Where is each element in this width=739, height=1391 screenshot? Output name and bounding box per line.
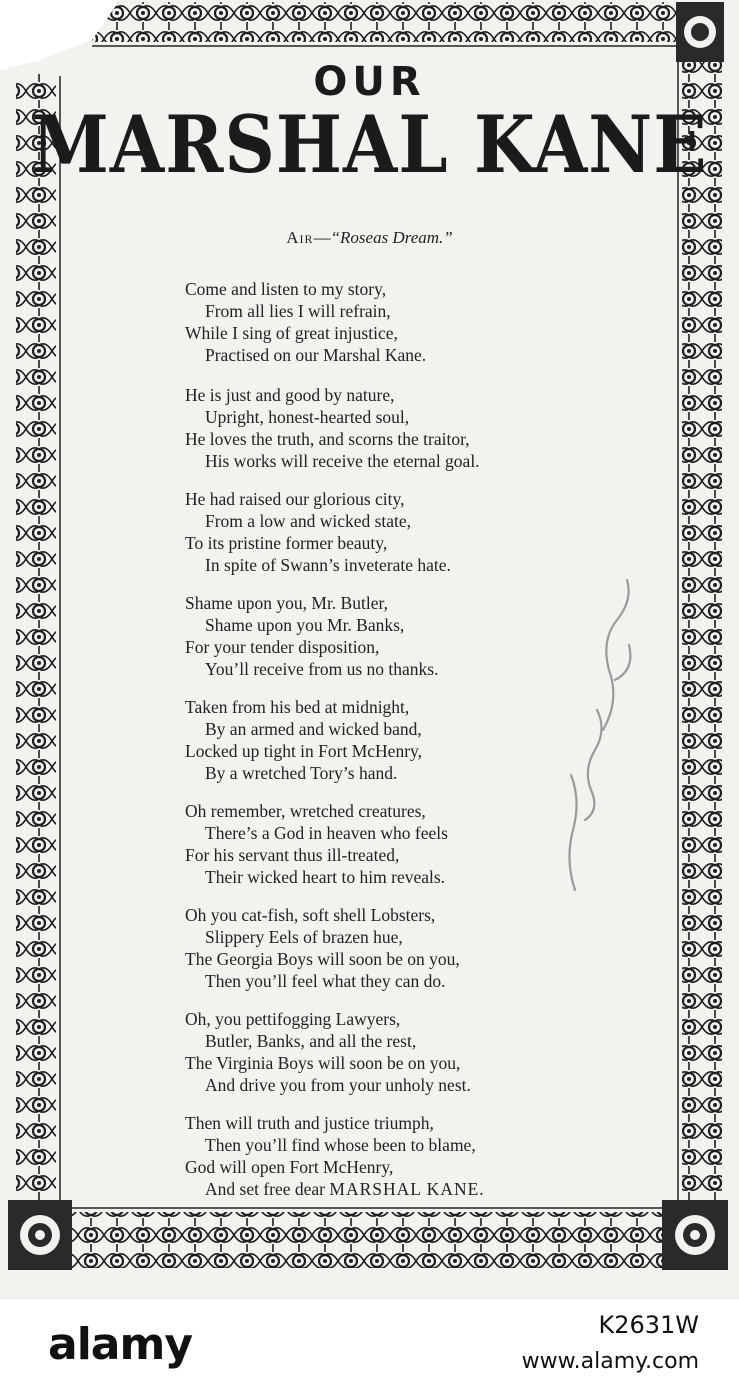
- verse-line: And drive you from your unholy nest.: [205, 1075, 471, 1095]
- verse-line: God will open Fort McHenry,: [185, 1157, 394, 1177]
- verse-line: Practised on our Marshal Kane.: [205, 345, 427, 365]
- verse-line: By a wretched Tory’s hand.: [205, 763, 398, 783]
- verse-line: For your tender disposition,: [185, 637, 380, 657]
- verse-line: There’s a God in heaven who feels: [205, 823, 448, 843]
- verse-line: From a low and wicked state,: [205, 511, 412, 531]
- verse-line: Shame upon you Mr. Banks,: [205, 615, 405, 635]
- verse-line: The Virginia Boys will soon be on you,: [185, 1053, 461, 1073]
- air-tune-title: “Roseas Dream.”: [330, 228, 453, 247]
- watermark-url: www.alamy.com: [521, 1349, 699, 1374]
- verse-line: Locked up tight in Fort McHenry,: [185, 741, 423, 761]
- verse-line: The Georgia Boys will soon be on you,: [185, 949, 460, 969]
- corner-ornament-bottom-right: [662, 1200, 728, 1270]
- verse-line: Oh remember, wretched creatures,: [185, 801, 426, 821]
- verse-line: Then you’ll find whose been to blame,: [205, 1135, 476, 1155]
- title-marshal-kane: MARSHAL KANE: [31, 97, 708, 191]
- verse-line: While I sing of great injustice,: [185, 323, 398, 343]
- corner-ornament-bottom-left: [8, 1200, 72, 1270]
- stanza-1: [185, 278, 625, 366]
- verse-line: Then will truth and justice triumph,: [185, 1113, 434, 1133]
- title-our: OUR: [313, 59, 426, 105]
- verse-line: Come and listen to my story,: [185, 279, 387, 299]
- verse-line: From all lies I will refrain,: [205, 301, 391, 321]
- image-id: K2631W: [598, 1311, 699, 1339]
- stanza-8: [185, 1008, 625, 1096]
- verse-line: His works will receive the eternal goal.: [205, 451, 480, 471]
- verse-line: [185, 1178, 625, 1200]
- verse-line: Upright, honest-hearted soul,: [205, 407, 410, 427]
- pencil-signature: [545, 560, 665, 900]
- alamy-logo: alamy: [48, 1319, 192, 1370]
- verse-line: Oh, you pettifogging Lawyers,: [185, 1009, 401, 1029]
- verse-line: You’ll receive from us no thanks.: [205, 659, 439, 679]
- air-dash: —: [313, 228, 331, 247]
- final-emphasis: MARSHAL KANE.: [329, 1179, 485, 1199]
- verse-line-text: And set free dear: [205, 1179, 330, 1199]
- stanza-7: [185, 904, 625, 992]
- verse-line: Shame upon you, Mr. Butler,: [185, 593, 388, 613]
- verse-line: In spite of Swann’s inveterate hate.: [205, 555, 451, 575]
- verse-line: Their wicked heart to him reveals.: [205, 867, 446, 887]
- verse-line: He had raised our glorious city,: [185, 489, 405, 509]
- border-top: [92, 2, 712, 42]
- verse-line: He is just and good by nature,: [185, 385, 395, 405]
- corner-ornament-top-right: [676, 2, 724, 62]
- verse-line: By an armed and wicked band,: [205, 719, 422, 739]
- verse-line: Taken from his bed at midnight,: [185, 697, 410, 717]
- watermark-bar: [0, 1298, 739, 1391]
- air-line: [0, 228, 739, 248]
- border-bottom: [8, 1212, 728, 1268]
- verse-line: Oh you cat-fish, soft shell Lobsters,: [185, 905, 436, 925]
- verse-line: Slippery Eels of brazen hue,: [205, 927, 403, 947]
- verse-line: To its pristine former beauty,: [185, 533, 388, 553]
- verse-line: For his servant thus ill-treated,: [185, 845, 400, 865]
- verse-line: Butler, Banks, and all the rest,: [205, 1031, 417, 1051]
- air-label: Air: [286, 228, 314, 247]
- verse-line: Then you’ll feel what they can do.: [205, 971, 446, 991]
- stanza-9: [185, 1112, 625, 1200]
- verse-line: He loves the truth, and scorns the traitor,: [185, 429, 470, 449]
- stanza-2: [185, 384, 625, 472]
